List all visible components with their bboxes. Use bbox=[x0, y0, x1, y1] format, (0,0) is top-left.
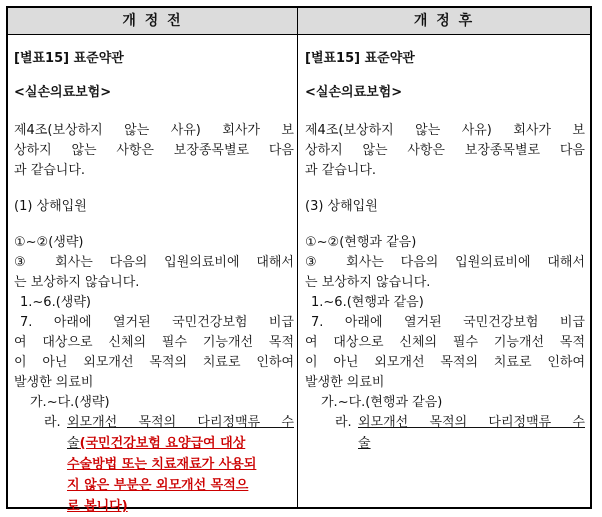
item-line: 는 보상하지 않습니다. bbox=[305, 275, 431, 290]
sub-item-line: 가.~다.(생략) bbox=[30, 395, 110, 410]
item-line: ③ 회사는 다음의 입원의료비에 대해서 bbox=[305, 255, 585, 270]
article-line: 과 같습니다. bbox=[14, 163, 86, 178]
ra-added-text: (국민건강보험 요양급여 대상 bbox=[79, 436, 246, 451]
ra-line: 술 bbox=[358, 436, 371, 451]
sub-item-line: 7. 아래에 열거된 국민건강보험 비급 bbox=[20, 315, 294, 330]
sub-item-line: 7. 아래에 열거된 국민건강보험 비급 bbox=[311, 315, 585, 330]
sub-item-line: 1.~6.(현행과 같음) bbox=[311, 295, 424, 310]
ra-label: 라. bbox=[335, 415, 352, 430]
sub-item-line: 여 대상으로 신체의 필수 기능개선 목적 bbox=[14, 335, 294, 350]
ra-line: 외모개선 목적의 다리정맥류 수 bbox=[67, 415, 294, 430]
ra-line: 외모개선 목적의 다리정맥류 수 bbox=[358, 415, 585, 430]
ra-added-text: 수술방법 또는 치료재료가 사용되 bbox=[67, 457, 257, 472]
sub-item-line: 이 아닌 외모개선 목적의 치료로 인하여 bbox=[305, 355, 585, 370]
item-line: ①~②(생략) bbox=[14, 235, 84, 250]
article-line: 과 같습니다. bbox=[305, 163, 377, 178]
comparison-table bbox=[6, 6, 592, 514]
ra-line bbox=[67, 432, 245, 451]
article-line: 상하지 않는 사항은 보장종목별로 다음 bbox=[305, 143, 585, 158]
article-line: 제4조(보상하지 않는 사유) 회사가 보 bbox=[305, 123, 585, 138]
annex-title: [별표15] 표준약관 bbox=[305, 51, 415, 66]
doc-title: <실손의료보험> bbox=[14, 85, 112, 100]
header-after: 개 정 후 bbox=[413, 13, 475, 29]
header-before: 개 정 전 bbox=[122, 13, 183, 29]
item-line: ①~②(현행과 같음) bbox=[305, 235, 417, 250]
section-heading: (1) 상해입원 bbox=[14, 199, 87, 214]
sub-item-line: 여 대상으로 신체의 필수 기능개선 목적 bbox=[305, 335, 585, 350]
table-header bbox=[8, 8, 590, 35]
section-heading: (3) 상해입원 bbox=[305, 199, 378, 214]
ra-added-text: 로 봅니다) bbox=[67, 499, 128, 514]
item-line: 는 보상하지 않습니다. bbox=[14, 275, 140, 290]
ra-label: 라. bbox=[44, 415, 61, 430]
after-column bbox=[305, 35, 587, 507]
item-line: ③ 회사는 다음의 입원의료비에 대해서 bbox=[14, 255, 294, 270]
sub-item-line: 발생한 의료비 bbox=[14, 375, 94, 390]
sub-item-line: 1.~6.(생략) bbox=[20, 295, 91, 310]
sub-item-line: 가.~다.(현행과 같음) bbox=[321, 395, 443, 410]
ra-added-text: 지 않은 부분은 외모개선 목적으 bbox=[67, 478, 249, 493]
sub-item-line: 이 아닌 외모개선 목적의 치료로 인하여 bbox=[14, 355, 294, 370]
column-divider bbox=[297, 8, 298, 507]
article-line: 제4조(보상하지 않는 사유) 회사가 보 bbox=[14, 123, 294, 138]
doc-title: <실손의료보험> bbox=[305, 85, 403, 100]
sub-item-line: 발생한 의료비 bbox=[305, 375, 385, 390]
annex-title: [별표15] 표준약관 bbox=[14, 51, 124, 66]
article-line: 상하지 않는 사항은 보장종목별로 다음 bbox=[14, 143, 294, 158]
ra-line-start: 술 bbox=[67, 436, 80, 451]
before-column bbox=[14, 35, 294, 514]
